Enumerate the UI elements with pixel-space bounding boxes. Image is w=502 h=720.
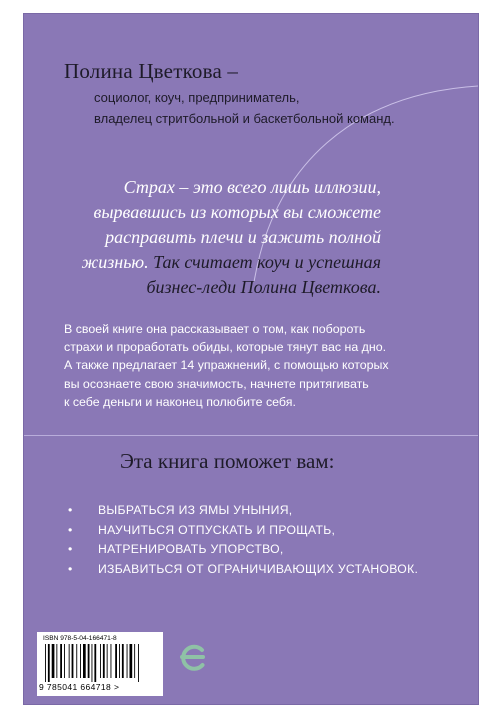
list-item (68, 521, 418, 541)
bullet-marker: • (68, 503, 73, 517)
benefits-list (68, 501, 418, 579)
description-line: вы осознаете свою значимость, начнете притягивать (64, 376, 369, 391)
list-item (68, 501, 418, 521)
list-item-text: НАТРЕНИРОВАТЬ УПОРСТВО, (98, 542, 284, 557)
list-item-text: ИЗБАВИТЬСЯ ОТ ОГРАНИЧИВАЮЩИХ УСТАНОВОК. (98, 561, 419, 576)
quote-fragment-light: жизнью. (81, 252, 149, 272)
quote-line: Страх – это всего лишь иллюзии, (123, 177, 381, 197)
quote-fragment-dark: Так считает коуч и успешная (148, 252, 381, 272)
list-item-text: ВЫБРАТЬСЯ ИЗ ЯМЫ УНЫНИЯ, (98, 503, 293, 517)
bullet-marker: • (68, 561, 73, 576)
eksmo-e-logo-icon (177, 640, 207, 676)
quote-line: расправить плечи и зажить полной (105, 227, 381, 247)
book-back-cover (24, 14, 478, 704)
list-item-text: НАУЧИТЬСЯ ОТПУСКАТЬ И ПРОЩАТЬ, (98, 522, 336, 537)
author-desc-line: социолог, коуч, предприниматель, (94, 90, 300, 105)
barcode-digits: 9 785041 664718 > (39, 682, 120, 692)
barcode-bars (43, 644, 159, 682)
benefits-heading: Эта книга поможет вам: (120, 449, 335, 473)
description-line: страхи и проработать обиды, которые тянут вас на дно. (64, 340, 387, 355)
quote-block (24, 175, 381, 300)
quote-line: вырвавшись из которых вы сможете (93, 202, 381, 222)
author-name: Полина Цветкова – (64, 59, 239, 83)
section-divider (24, 435, 478, 436)
description-line: А также предлагает 14 упражнений, с помощью которых (64, 358, 389, 373)
book-description (64, 320, 389, 411)
quote-line (24, 250, 381, 275)
list-item (68, 560, 418, 580)
list-item (68, 540, 418, 560)
isbn-text: ISBN 978-5-04-166471-8 (43, 635, 117, 642)
quote-line: бизнес-леди Полина Цветкова. (146, 277, 381, 297)
barcode-label (37, 632, 163, 696)
description-line: В своей книге она рассказывает о том, как побороть (64, 322, 366, 336)
description-line: к себе деньги и наконец полюбите себя. (64, 394, 296, 409)
author-description (94, 87, 395, 129)
bullet-marker: • (68, 542, 73, 557)
bullet-marker: • (68, 522, 73, 537)
author-desc-line: владелец стритбольной и баскетбольной команд. (94, 111, 395, 126)
